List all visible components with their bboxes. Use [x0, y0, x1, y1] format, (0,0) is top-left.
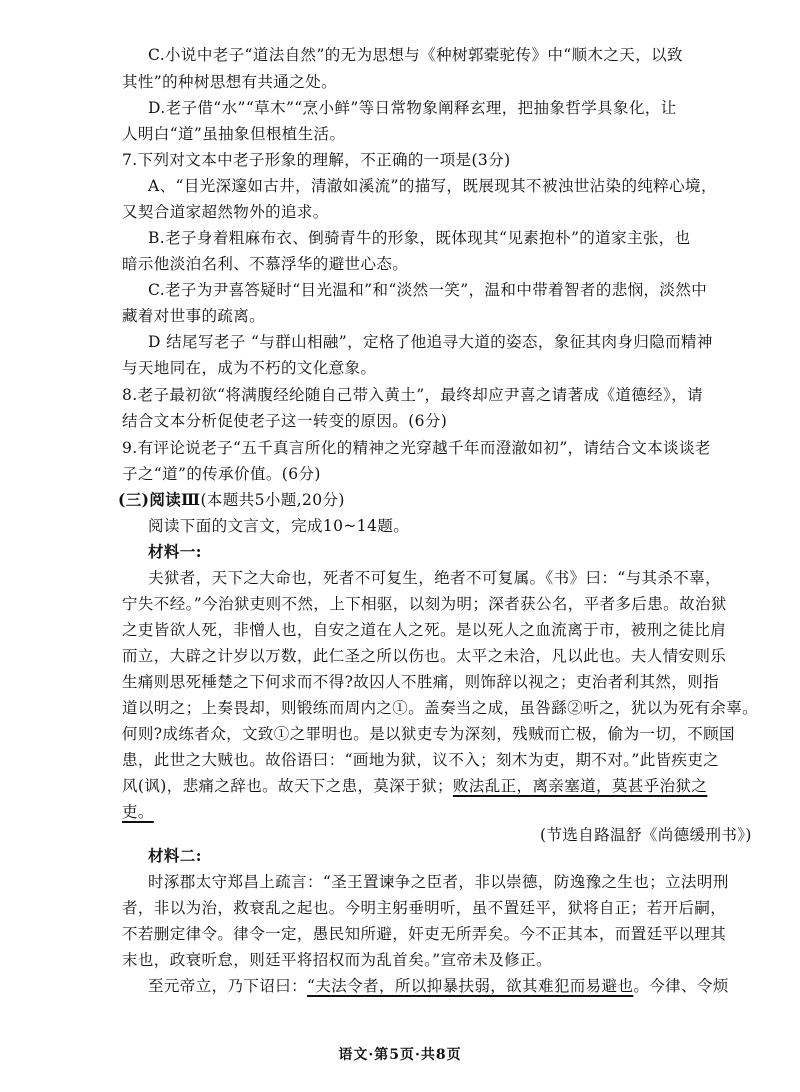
q6-option-c-line2: 其性”的种树思想有共通之处。 [122, 73, 338, 91]
q8-line2: 结合文本分析促使老子这一转变的原因。(6分) [122, 412, 448, 430]
material1-line2: 宁失不经。”今治狱吏则不然，上下相驱，以刻为明；深者获公名，平者多后患。故治狱 [122, 595, 727, 613]
q7-option-d-line1: D 结尾写老子 “与群山相融”，定格了他追寻大道的姿态，象征其肉身归隐而精神 [148, 333, 713, 351]
material1-line9-text: 风(讽)，悲痛之辞也。故天下之患，莫深于狱； [122, 777, 453, 795]
underlined-sentence-part1: 败法乱正，离亲塞道，莫甚乎治狱之 [452, 777, 708, 795]
q6-option-d-line1: D.老子借“水”“草木”“烹小鲜”等日常物象阐释玄理，把抽象哲学具象化，让 [148, 99, 677, 117]
section3-title: (三)阅读Ⅲ [118, 490, 201, 509]
section3-instruction: 阅读下面的文言文，完成10~14题。 [148, 517, 410, 535]
material2-label: 材料二: [148, 846, 202, 865]
q7-option-b-line2: 暗示他淡泊名利、不慕浮华的避世心态。 [122, 255, 409, 273]
material1-line4: 而立，大辟之计岁以万数，此仁圣之所以伤也。太平之未洽，凡以此也。夫人情安则乐 [122, 647, 727, 665]
q9-line2: 子之“道”的传承价值。(6分) [122, 465, 321, 483]
page-footer: 语文·第5页·共8页 [338, 1047, 462, 1063]
material1-source: (节选自路温舒《尚德缓刑书》) [540, 826, 752, 844]
q6-option-d-line2: 人明白“道”虽抽象但根植生活。 [122, 125, 346, 143]
material1-line8: 患，此世之大贼也。故俗语曰：“画地为狱，议不入；刻木为吏，期不对。”此皆疾吏之 [122, 751, 720, 769]
material2-line3: 不若删定律令。律令一定，愚民知所避，奸吏无所弄矣。今不正其本，而置廷平以理其 [122, 925, 727, 943]
q7-option-d-line2: 与天地同在，成为不朽的文化意象。 [122, 359, 377, 377]
material1-line3: 之吏皆欲人死，非憎人也，自安之道在人之死。是以死人之血流离于市，被刑之徒比肩 [122, 621, 727, 639]
material1-line7: 何则?成练者众，文致①之罪明也。是以狱吏专为深刻，残贼而亡极，偷为一切，不顾国 [122, 725, 735, 743]
material2-line5 [148, 975, 729, 997]
q7-option-c-line1: C.老子为尹喜答疑时“目光温和”和“淡然一笑”，温和中带着智者的悲悯，淡然中 [148, 281, 708, 299]
q9-line1: 9.有评论说老子“五千真言所化的精神之光穿越千年而澄澈如初”，请结合文本谈谈老 [122, 439, 711, 457]
material1-line6: 道以明之；上奏畏却，则锻练而周内之①。盖奏当之成，虽咎繇②听之，犹以为死有余辜。 [122, 699, 759, 717]
material2-line5-lead: 至元帝立，乃下诏曰： [148, 977, 308, 995]
section3-heading [118, 489, 345, 511]
q7-option-c-line2: 藏着对世事的疏离。 [122, 307, 266, 325]
q6-option-c-line1: C.小说中老子“道法自然”的无为思想与《种树郭橐驼传》中“顺木之天，以致 [148, 46, 683, 64]
material1-line9 [122, 775, 707, 797]
material2-line1: 时涿郡太守郑昌上疏言：“圣王置谏争之臣者，非以崇德，防逸豫之生也；立法明刑 [148, 873, 729, 891]
material1-label: 材料一: [148, 542, 202, 561]
q8-line1: 8.老子最初欲“将满腹经纶随自己带入黄土”，最终却应尹喜之请著成《道德经》，请 [122, 386, 703, 404]
q7-stem: 7.下列对文本中老子形象的理解，不正确的一项是(3分) [122, 151, 511, 169]
section3-note: (本题共5小题,20分) [200, 491, 345, 509]
underlined-edict-quote: “夫法令者，所以抑暴扶弱，欲其难犯而易避也 [307, 977, 634, 995]
material2-line4: 末也，政衰听怠，则廷平将招权而为乱首矣。”宣帝未及修正。 [122, 951, 552, 969]
material2-line5-tail: 。今律、令烦 [633, 977, 729, 995]
q7-option-a-line2: 又契合道家超然物外的追求。 [122, 203, 329, 221]
material1-line10 [122, 801, 154, 823]
underlined-sentence-part2: 吏。 [122, 803, 154, 821]
material1-line5: 生痛则思死棰楚之下何求而不得?故囚人不胜痛，则饰辞以视之；吏治者利其然，则指 [122, 673, 720, 691]
material1-line1: 夫狱者，天下之大命也，死者不可复生，绝者不可复属。《书》曰：“与其杀不辜， [148, 569, 721, 587]
q7-option-a-line1: A、“目光深邃如古井，清澈如溪流”的描写，既展现其不被浊世沾染的纯粹心境， [148, 177, 717, 195]
q7-option-b-line1: B.老子身着粗麻布衣、倒骑青牛的形象，既体现其“见素抱朴”的道家主张，也 [148, 229, 691, 247]
material2-line2: 者，非以为治，救衰乱之起也。今明主躬垂明听，虽不置廷平，狱将自正；若开后嗣， [122, 899, 727, 917]
